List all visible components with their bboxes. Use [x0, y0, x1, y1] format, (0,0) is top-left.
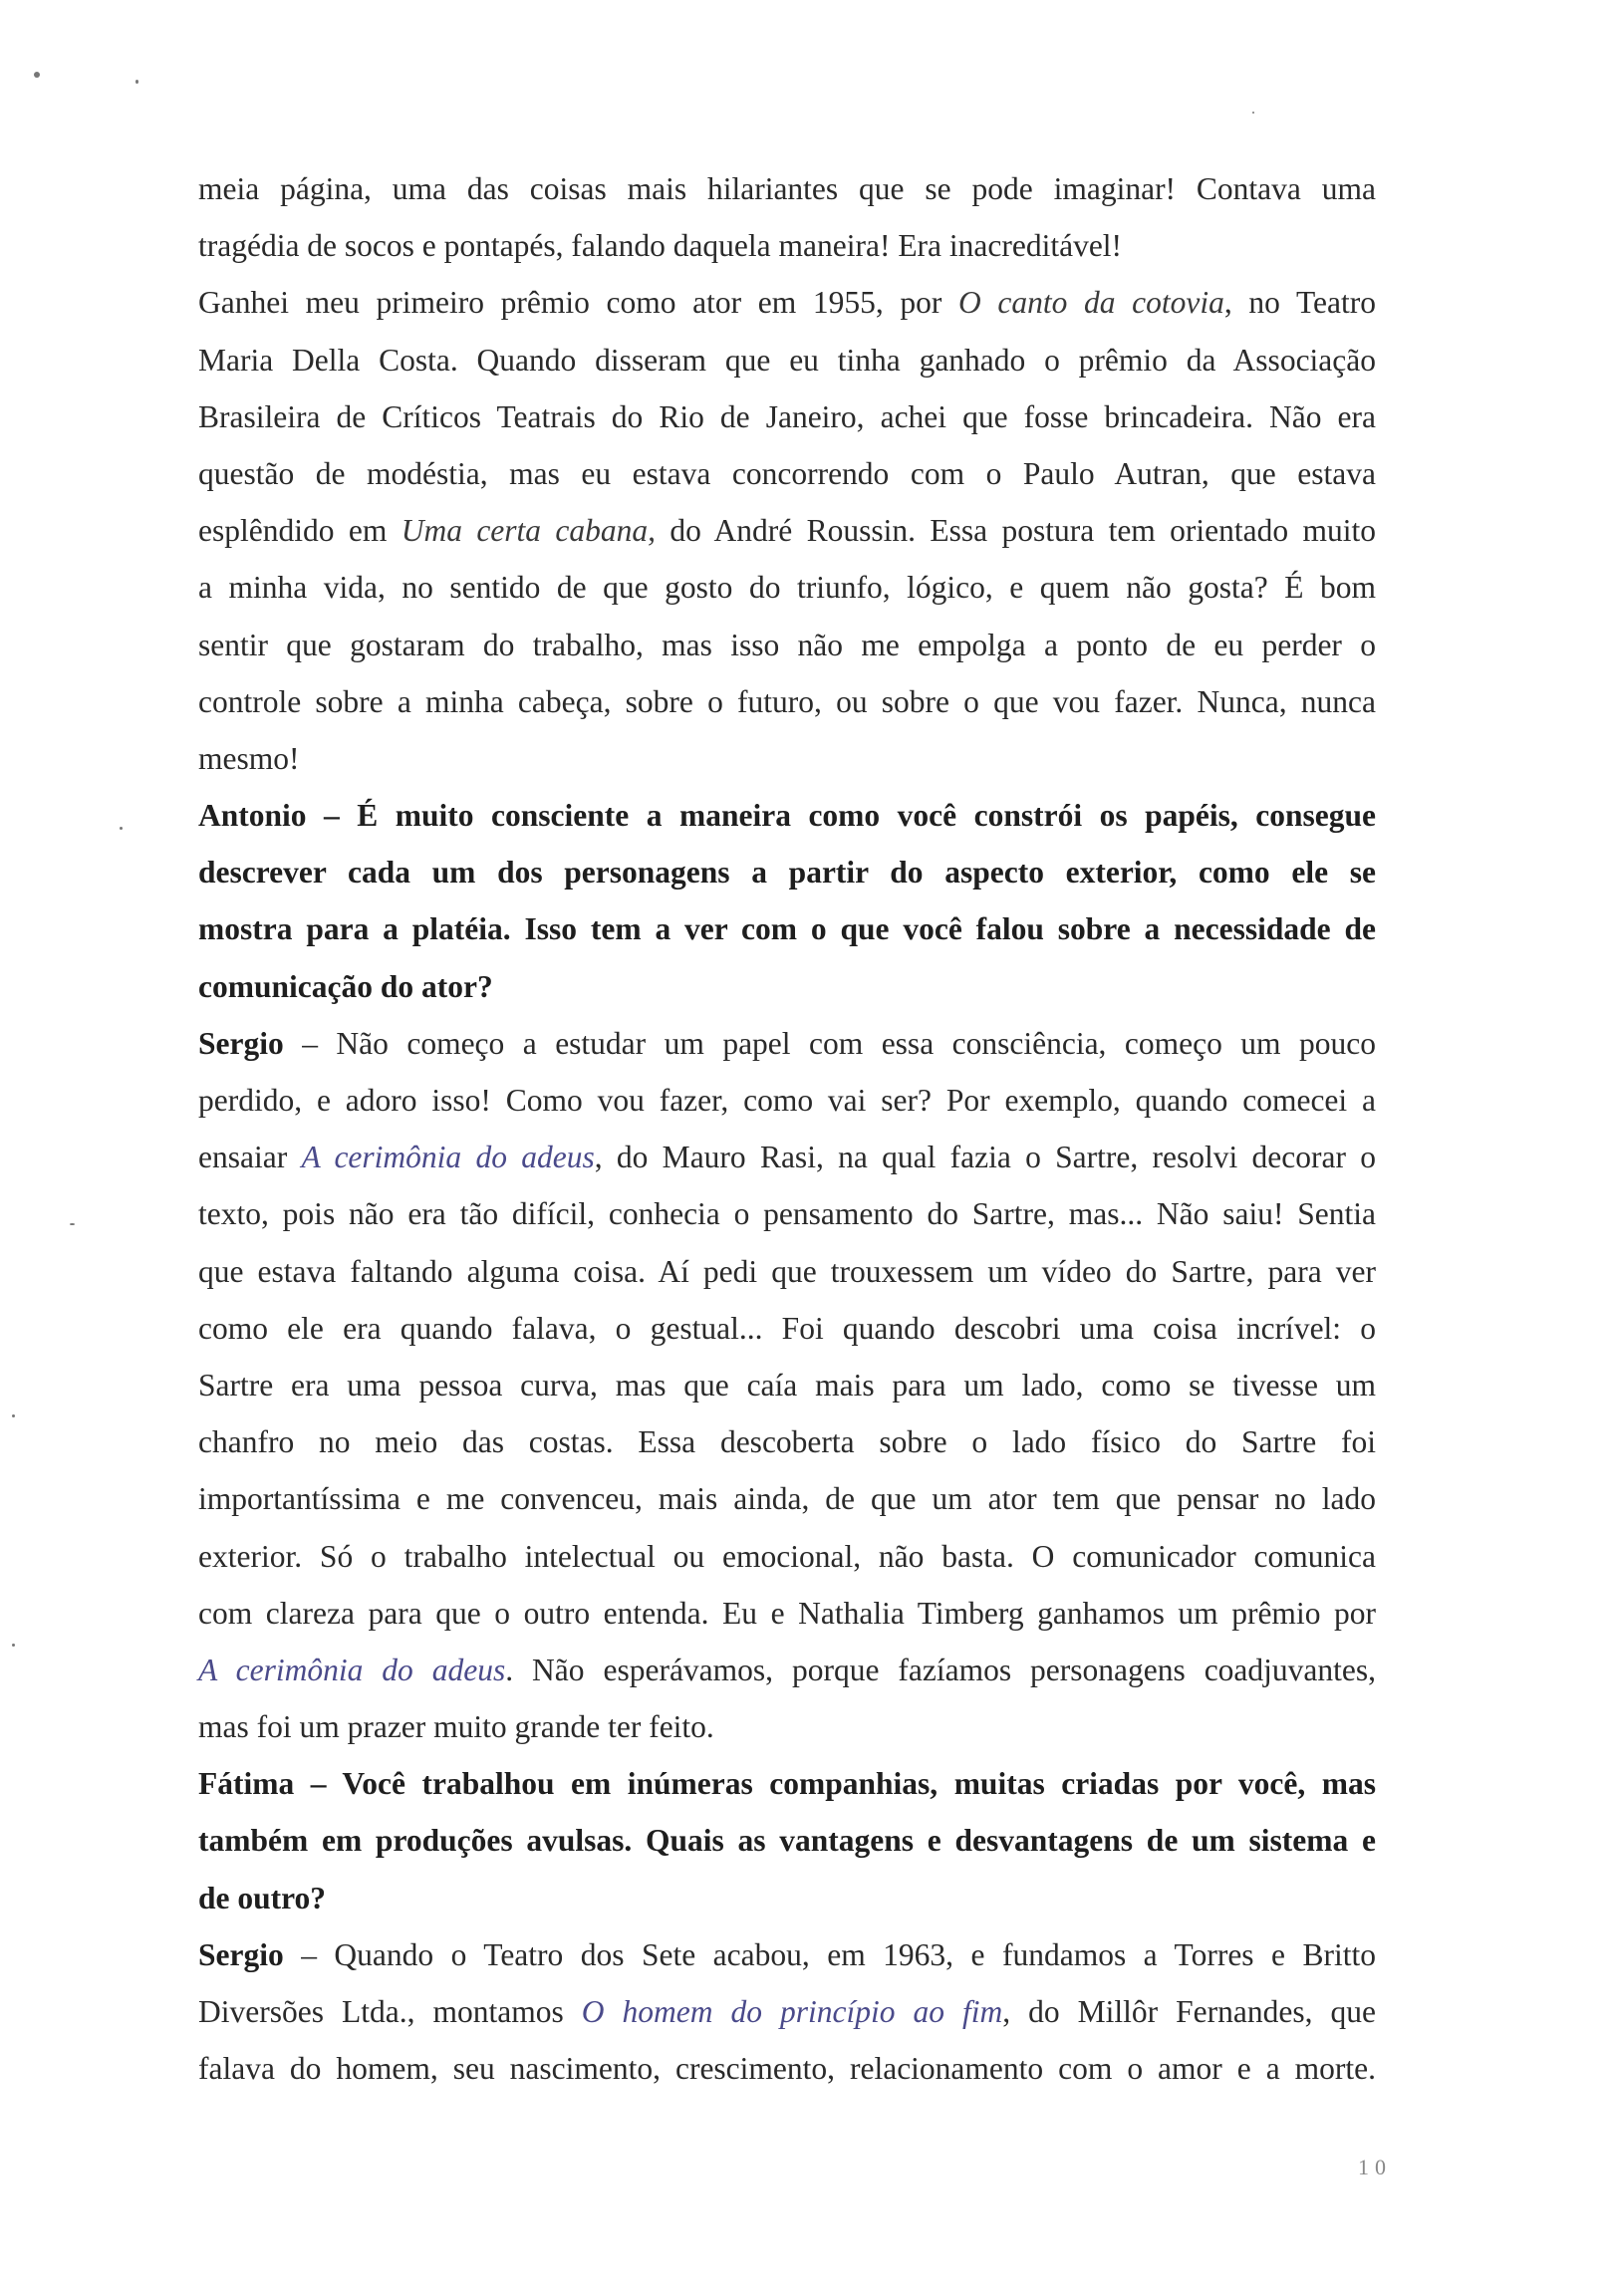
text-line	[198, 1642, 1376, 1698]
text-line	[198, 1755, 1376, 1812]
body-text: Ganhei meu primeiro prêmio como ator em 1955, por	[198, 285, 958, 321]
text-line	[198, 787, 1376, 844]
text-line	[198, 1300, 1376, 1357]
body-text: . Não esperávamos, porque fazíamos personagens coadjuvantes,	[505, 1652, 1377, 1687]
text-line	[198, 559, 1376, 616]
text-line	[198, 1812, 1376, 1869]
body-text: como ele era quando falava, o gestual... Foi quando descobri uma coisa incrível: o	[198, 1310, 1376, 1346]
scan-speck	[120, 827, 123, 830]
scan-speck	[1252, 112, 1254, 114]
body-text: exterior. Só o trabalho intelectual ou emocional, não basta. O comunicador comunica	[198, 1538, 1376, 1574]
bold-text: comunicação do ator?	[198, 968, 493, 1004]
text-line	[198, 1870, 1376, 1926]
text-line	[198, 1698, 1376, 1755]
text-line	[198, 673, 1376, 730]
scan-speck	[12, 1644, 15, 1647]
bold-text: Antonio – É muito consciente a maneira como você constrói os papéis, consegue	[198, 798, 1376, 834]
body-text: , do Mauro Rasi, na qual fazia o Sartre, resolvi decorar o	[594, 1140, 1376, 1175]
body-text: esplêndido em	[198, 513, 402, 549]
document-page	[198, 160, 1376, 2097]
text-line	[198, 1243, 1376, 1300]
body-text: Brasileira de Críticos Teatrais do Rio de Janeiro, achei que fosse brincadeira. Não era	[198, 398, 1376, 434]
text-line	[198, 1185, 1376, 1242]
body-text: sentir que gostaram do trabalho, mas isso não me empolga a ponto de eu perder o	[198, 627, 1376, 662]
body-text: questão de modéstia, mas eu estava concorrendo com o Paulo Autran, que estava	[198, 455, 1376, 491]
text-line	[198, 388, 1376, 445]
body-text: ensaiar	[198, 1140, 302, 1175]
bold-text: Sergio	[198, 1025, 284, 1061]
body-text: mas foi um prazer muito grande ter feito.	[198, 1709, 714, 1745]
body-text: Sartre era uma pessoa curva, mas que caía mais para um lado, como se tivesse um	[198, 1367, 1376, 1403]
bold-text: Sergio	[198, 1936, 284, 1972]
text-line	[198, 730, 1376, 787]
text-line	[198, 1072, 1376, 1129]
body-text: com clareza para que o outro entenda. Eu e Nathalia Timberg ganhamos um prêmio por	[198, 1595, 1376, 1631]
text-line	[198, 1015, 1376, 1072]
bold-text: descrever cada um dos personagens a partir do aspecto exterior, como ele se	[198, 855, 1376, 891]
body-text: – Não começo a estudar um papel com essa consciência, começo um pouco	[283, 1025, 1376, 1061]
title-text: O homem do princípio ao fim	[581, 1994, 1003, 2029]
bold-text: de outro?	[198, 1880, 327, 1915]
body-text: Diversões Ltda., montamos	[198, 1994, 582, 2029]
body-text: mesmo!	[198, 740, 300, 776]
title-text: A cerimônia do adeus	[301, 1140, 595, 1175]
text-line	[198, 958, 1376, 1015]
text-line	[198, 445, 1376, 502]
page-number: 10	[1358, 2155, 1392, 2179]
scan-speck	[70, 1223, 75, 1225]
body-text: , do Millôr Fernandes, que	[1002, 1994, 1376, 2029]
text-line	[198, 1983, 1376, 2040]
body-text: perdido, e adoro isso! Como vou fazer, como vai ser? Por exemplo, quando comecei a	[198, 1083, 1376, 1118]
title-text: A cerimônia do adeus	[198, 1652, 506, 1687]
title-text: Uma certa cabana,	[401, 513, 657, 549]
body-text: importantíssima e me convenceu, mais ainda, de que um ator tem que pensar no lado	[198, 1481, 1376, 1517]
body-text: tragédia de socos e pontapés, falando daquela maneira! Era inacreditável!	[198, 228, 1123, 264]
text-line	[198, 900, 1376, 957]
body-text: controle sobre a minha cabeça, sobre o futuro, ou sobre o que vou fazer. Nunca, nunca	[198, 683, 1376, 719]
body-text: meia página, uma das coisas mais hilariantes que se pode imaginar! Contava uma	[198, 171, 1376, 206]
text-line	[198, 844, 1376, 900]
body-text: do André Roussin. Essa postura tem orientado muito	[656, 513, 1376, 549]
body-text: Maria Della Costa. Quando disseram que eu tinha ganhado o prêmio da Associação	[198, 342, 1376, 378]
text-line	[198, 1926, 1376, 1983]
body-text: – Quando o Teatro dos Sete acabou, em 1963, e fundamos a Torres e Britto	[283, 1936, 1376, 1972]
text-line	[198, 274, 1376, 331]
text-line	[198, 1585, 1376, 1642]
body-text: que estava faltando alguma coisa. Aí pedi que trouxessem um vídeo do Sartre, para ver	[198, 1253, 1376, 1289]
text-line	[198, 617, 1376, 673]
body-text: chanfro no meio das costas. Essa descoberta sobre o lado físico do Sartre foi	[198, 1424, 1376, 1460]
text-line	[198, 1413, 1376, 1470]
body-text: a minha vida, no sentido de que gosto do triunfo, lógico, e quem não gosta? É bom	[198, 570, 1376, 606]
scan-speck	[135, 80, 138, 84]
text-line	[198, 502, 1376, 559]
body-text: falava do homem, seu nascimento, crescimento, relacionamento com o amor e a morte.	[198, 2051, 1376, 2087]
scan-speck	[12, 1414, 15, 1417]
text-line	[198, 1129, 1376, 1185]
bold-text: Fátima – Você trabalhou em inúmeras companhias, muitas criadas por você, mas	[198, 1766, 1376, 1802]
text-line	[198, 1357, 1376, 1413]
title-text: O canto da cotovia	[958, 285, 1224, 321]
text-line	[198, 217, 1376, 274]
text-line	[198, 160, 1376, 217]
body-text: texto, pois não era tão difícil, conhecia o pensamento do Sartre, mas... Não saiu! Sentia	[198, 1196, 1376, 1232]
scan-speck	[34, 72, 40, 78]
text-line	[198, 2040, 1376, 2097]
bold-text: também em produções avulsas. Quais as vantagens e desvantagens de um sistema e	[198, 1823, 1376, 1859]
body-text: , no Teatro	[1223, 285, 1376, 321]
text-line	[198, 332, 1376, 388]
bold-text: mostra para a platéia. Isso tem a ver com o que você falou sobre a necessidade de	[198, 911, 1376, 947]
text-line	[198, 1470, 1376, 1527]
text-line	[198, 1528, 1376, 1585]
